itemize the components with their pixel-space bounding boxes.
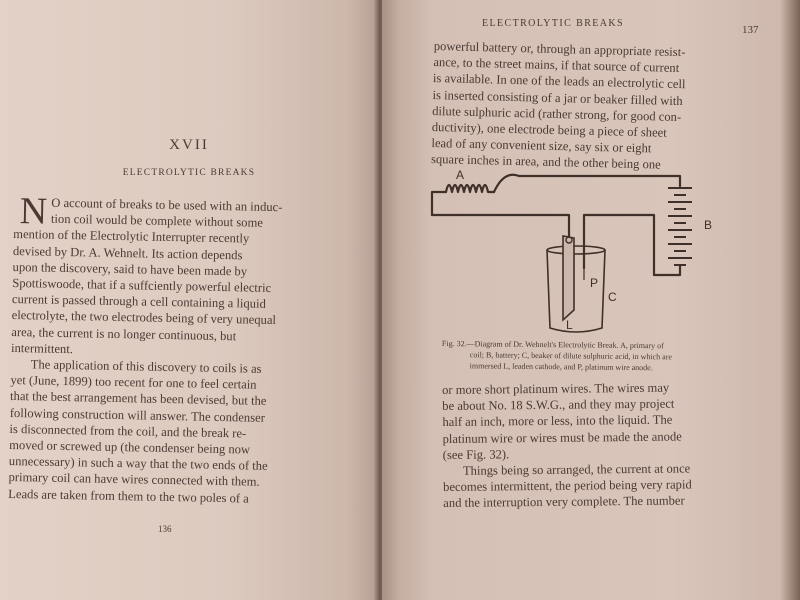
text-line: be about No. 18 S.W.G., and they may project	[442, 396, 675, 414]
label-l: L	[566, 318, 573, 332]
label-c: C	[608, 290, 617, 304]
running-head: ELECTROLYTIC BREAKS	[482, 18, 624, 29]
caption-line: Fig. 32.—Diagram of Dr. Wehnelt's Electrolytic Break. A, primary of	[441, 338, 664, 351]
page-edge-shadow	[780, 0, 800, 600]
text-line: ductivity), one electrode being a piece of sheet	[431, 119, 667, 140]
text-line: is available. In one of the leads an electrolytic cell	[432, 71, 686, 92]
primary-coil-winding	[446, 185, 494, 192]
text-line: area, the current is no longer continuous, but	[11, 324, 237, 343]
label-p: P	[590, 276, 599, 290]
text-line: primary coil can have wires connected with them.	[8, 470, 260, 490]
text-line: platinum wire or wires must be made the anode	[442, 429, 682, 446]
text-line: (see Fig. 32).	[442, 447, 510, 462]
text-line: electrolyte, the two electrodes being of very unequal	[11, 308, 277, 328]
text-line: intermittent.	[10, 340, 74, 356]
text-line: and the interruption very complete. The number	[443, 493, 685, 511]
text-line: that the best arrangement has been devised, but the	[9, 389, 267, 409]
text-line: The application of this discovery to coils is as	[30, 357, 262, 376]
text-line: lead of any convenient size, say six or eight	[431, 136, 652, 156]
coil-to-battery-wire	[494, 175, 680, 192]
coil-return-wire	[432, 215, 569, 238]
text-line: becomes intermittent, the period being very rapid	[443, 477, 692, 495]
text-line: Things being so arranged, the current at once	[462, 461, 691, 478]
text-line: O account of breaks to be used with an induc-	[51, 195, 283, 215]
text-line: square inches in area, and the other being one	[430, 152, 661, 172]
chapter-title: ELECTROLYTIC BREAKS	[122, 168, 256, 178]
text-line: or more short platinum wires. The wires may	[442, 380, 670, 397]
electrodes	[563, 236, 584, 320]
text-line: devised by Dr. A. Wehnelt. Its action depends	[12, 243, 243, 263]
lead-cathode	[563, 236, 574, 320]
text-line: unnecessary) in such a way that the two ends of the	[8, 454, 268, 474]
caption-line: immersed L, leaden cathode, and P, platinum wire anode.	[469, 361, 653, 373]
electrolytic-break-diagram	[424, 160, 724, 335]
left-page	[0, 0, 378, 600]
text-line: yet (June, 1899) too recent for one to feel certain	[10, 373, 257, 392]
text-line: following construction will answer. The condenser	[9, 405, 265, 425]
page-number-right: 137	[742, 24, 759, 36]
label-b: B	[704, 218, 713, 232]
text-line: tion coil would be complete without some	[50, 211, 264, 230]
figure-caption	[442, 338, 728, 374]
text-line: is inserted consisting of a jar or beaker filled with	[432, 87, 683, 108]
text-line: powerful battery or, through an appropriate resist-	[433, 38, 686, 60]
text-line: Leads are taken from them to the two poles of a	[8, 486, 249, 506]
text-line: ance, to the street mains, if that source of current	[433, 55, 680, 76]
text-line: mention of the Electrolytic Interrupter recently	[13, 227, 250, 246]
caption-line: coil; B, battery; C, beaker of dilute sulphuric acid, in which are	[469, 350, 673, 362]
text-line: is disconnected from the coil, and the break re-	[9, 421, 247, 441]
text-line: upon the discovery, said to have been made by	[12, 259, 248, 279]
page-number-left: 136	[158, 524, 172, 534]
right-top-text	[431, 38, 706, 174]
text-line: dilute sulphuric acid (rather strong, for good con-	[432, 103, 682, 124]
text-line: half an inch, more or less, into the liquid. The	[442, 412, 673, 430]
text-line: moved or screwed up (the condenser being now	[9, 438, 251, 457]
primary-coil-lead	[432, 192, 446, 215]
text-line: Spottiswoode, that if a suffciently powerful electric	[12, 276, 272, 295]
text-line: current is passed through a cell containing a liquid	[11, 292, 266, 312]
battery-to-anode-wire	[584, 215, 680, 275]
drop-cap: N	[19, 190, 48, 233]
left-body-text	[8, 190, 326, 508]
battery-cells	[668, 188, 692, 265]
right-bottom-text	[442, 379, 731, 512]
label-a: A	[456, 168, 465, 182]
chapter-number: XVII	[169, 137, 209, 153]
